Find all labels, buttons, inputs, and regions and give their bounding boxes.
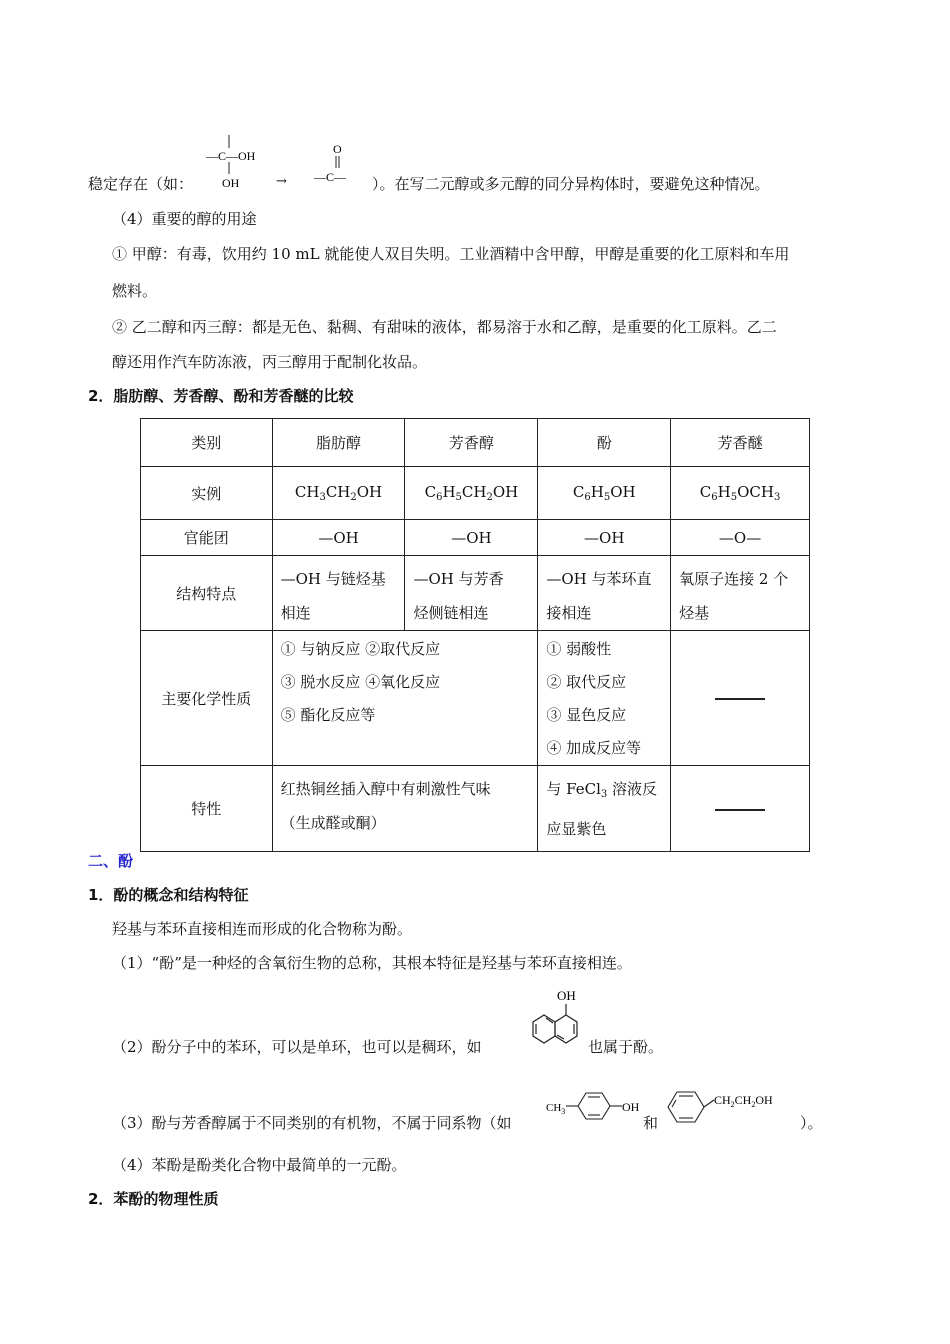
structure-ether: 氧原子连接 2 个 烃基 [671,556,810,631]
special-phenol: 与 FeCl$_3$ 溶液反 应显紫色 [538,766,671,852]
chemistry-ether-none [671,631,810,766]
carbonyl-o-text: O [333,142,342,156]
formula-benzyl-alcohol: $C_6H_5CH_2OH$ [405,467,538,520]
group-ether: —O— [671,520,810,556]
table-row-special [141,766,810,852]
phenol-definition: 羟基与苯环直接相连而形成的化合物称为酚。 [112,920,413,938]
methanol-line-1: ① 甲醇：有毒，饮用约 10 mL 就能使人双目失明。工业酒精中含甲醇，甲醇是重要的化工原料和车用 [112,245,790,263]
structure-aliphatic: —OH 与链烃基 相连 [272,556,405,631]
phenol-point-3-and: 和 [643,1114,659,1132]
phenol-point-2-suffix: 也属于酚。 [588,1038,664,1056]
group-aromatic-alcohol: —OH [405,520,538,556]
row-label-functional-group: 官能团 [141,520,273,556]
glycol-line-1: ② 乙二醇和丙三醇：都是无色、黏稠、有甜味的液体，都易溶于水和乙醇，是重要的化工原料。乙二 [112,318,777,336]
header-phenol: 酚 [538,419,671,467]
stable-text-suffix: ）。在写二元醇或多元醇的同分异构体时，要避免这种情况。 [372,175,770,193]
row-label-special: 特性 [141,766,273,852]
chemistry-alcohols: ① 与钠反应 ②取代反应 ③ 脱水反应 ④氧化反应 ⑤ 酯化反应等 [272,631,538,766]
gem-diol-bottom-text: OH [222,176,240,190]
phenol-point-2-prefix: （2）酚分子中的苯环，可以是单环，也可以是稠环，如 [112,1038,482,1056]
carbonyl-structure [312,140,372,190]
header-category: 类别 [141,419,273,467]
table-row-functional-group [141,520,810,556]
phenol-point-4: （4）苯酚是酚类化合物中最简单的一元酚。 [112,1156,407,1174]
carbonyl-main-text: —C— [314,170,347,184]
section-2-title: 2．脂肪醇、芳香醇、酚和芳香醚的比较 [88,387,354,405]
header-aromatic-alcohol: 芳香醇 [405,419,538,467]
uses-heading: （4）重要的醇的用途 [112,210,257,228]
row-label-example: 实例 [141,467,273,520]
structure-phenol: —OH 与苯环直 接相连 [538,556,671,631]
dash-mark [715,698,765,700]
header-aromatic-ether: 芳香醚 [671,419,810,467]
phenylethanol-chain-text: $CH_2CH_2OH$ [714,1093,773,1109]
comparison-table [140,418,810,852]
dash-mark [715,809,765,811]
table-row-chemistry [141,631,810,766]
chemistry-phenol: ① 弱酸性 ② 取代反应 ③ 显色反应 ④ 加成反应等 [538,631,671,766]
phenol-point-3-prefix: （3）酚与芳香醇属于不同类别的有机物，不属于同系物（如 [112,1114,512,1132]
phenol-sub1-title: 1．酚的概念和结构特征 [88,886,249,904]
gem-diol-top-text: —C—OH [206,149,256,163]
cresol-oh-text: OH [622,1100,640,1114]
group-aliphatic: —OH [272,520,405,556]
phenylethanol-structure [662,1082,794,1130]
formula-ethanol: $CH_3CH_2OH$ [272,467,405,520]
structure-aromatic-alcohol: —OH 与芳香 烃侧链相连 [405,556,538,631]
phenol-sub2-title: 2．苯酚的物理性质 [88,1190,219,1208]
phenol-point-3-suffix: ）。 [800,1114,823,1132]
arrow-icon: → [276,174,287,189]
special-ether-none [671,766,810,852]
glycol-line-2: 醇还用作汽车防冻液，丙三醇用于配制化妆品。 [112,353,428,371]
special-alcohols: 红热铜丝插入醇中有刺激性气味 （生成醛或酮） [272,766,538,852]
p-cresol-structure [546,1085,646,1129]
cresol-ch3-text: $CH_3$ [546,1102,566,1116]
naphthol-oh-text: OH [557,988,576,1003]
table-row-structure [141,556,810,631]
stable-text-prefix: 稳定存在（如： [88,175,194,193]
table-row-example [141,467,810,520]
formula-anisole: $C_6H_5OCH_3$ [671,467,810,520]
header-aliphatic-alcohol: 脂肪醇 [272,419,405,467]
row-label-structure: 结构特点 [141,556,273,631]
gem-diol-structure [200,132,280,194]
group-phenol: —OH [538,520,671,556]
formula-phenol: $C_6H_5OH$ [538,467,671,520]
section-phenol-title: 二、酚 [88,852,134,870]
phenol-point-1: （1）“酚”是一种烃的含氧衍生物的总称，其根本特征是羟基与苯环直接相连。 [112,954,632,972]
row-label-chemistry: 主要化学性质 [141,631,273,766]
naphthol-structure [516,984,586,1060]
methanol-line-2: 燃料。 [112,282,158,300]
table-header-row [141,419,810,467]
